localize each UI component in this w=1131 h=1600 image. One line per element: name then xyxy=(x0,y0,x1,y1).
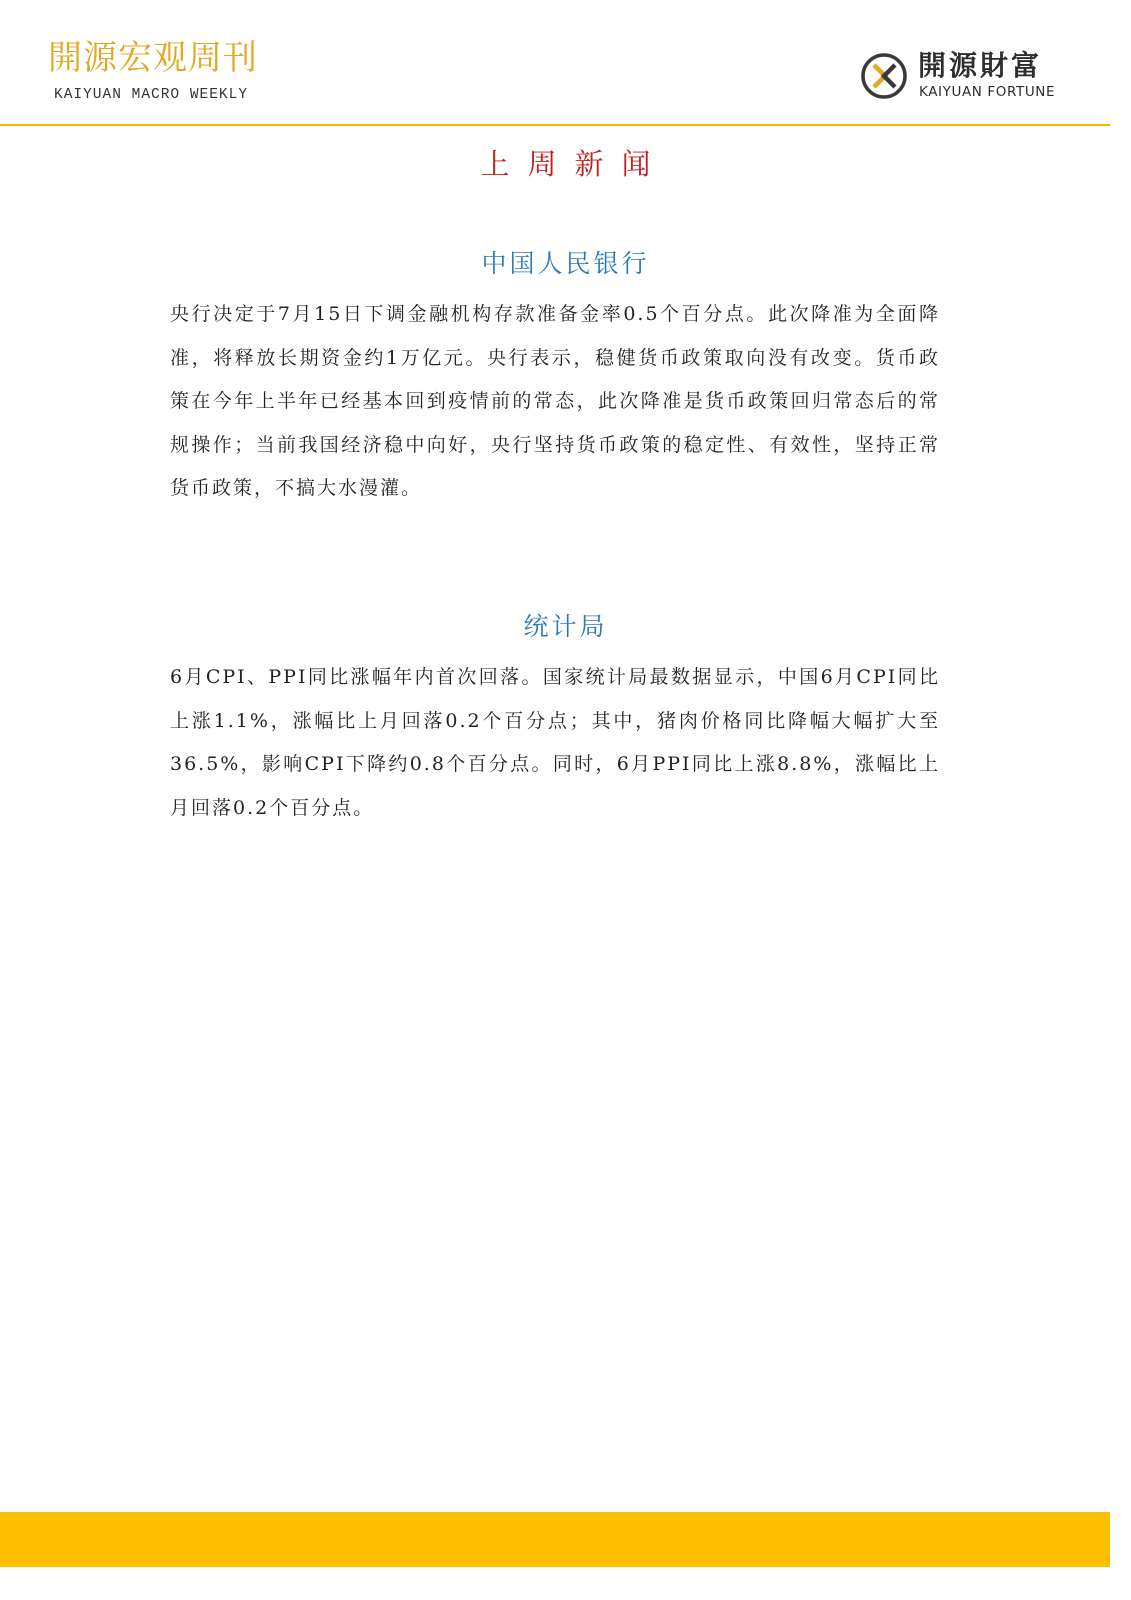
kaiyuan-logo-icon xyxy=(860,52,908,100)
section-title-pboc: 中国人民银行 xyxy=(481,249,650,278)
page-title: 上周新闻 xyxy=(480,147,669,181)
logo-wordmark-en: KAIYUAN FORTUNE xyxy=(919,84,1056,100)
section-body-stats-bureau: 6月CPI、PPI同比涨幅年内首次回落。国家统计局最数据显示，中国6月CPI同比上涨1.1%，涨幅比上月回落0.2个百分点；其中，猪肉价格同比降幅大幅扩大至36.5%，影响CPI下降约0.8个百分点。同时，6月PPI同比上涨8.8%，涨幅比上月回落0.2个百分点。 xyxy=(170,666,940,819)
company-logo xyxy=(860,50,1075,106)
footer-bar xyxy=(0,1512,1110,1567)
page-header xyxy=(0,0,1131,124)
brand-title: 開源宏观周刊 xyxy=(48,38,258,78)
logo-wordmark-cn: 開源財富 xyxy=(918,49,1043,82)
header-divider xyxy=(0,124,1110,126)
section-body-pboc: 央行决定于7月15日下调金融机构存款准备金率0.5个百分点。此次降准为全面降准，将释放长期资金约1万亿元。央行表示，稳健货币政策取向没有改变。货币政策在今年上半年已经基本回到疫情前的常态，此次降准是货币政策回归常态后的常规操作；当前我国经济稳中向好，央行坚持货币政策的稳定性、有效性，坚持正常货币政策，不搞大水漫灌。 xyxy=(170,303,940,499)
section-title-stats-bureau: 统计局 xyxy=(523,612,608,641)
brand-subtitle: KAIYUAN MACRO WEEKLY xyxy=(54,87,249,103)
